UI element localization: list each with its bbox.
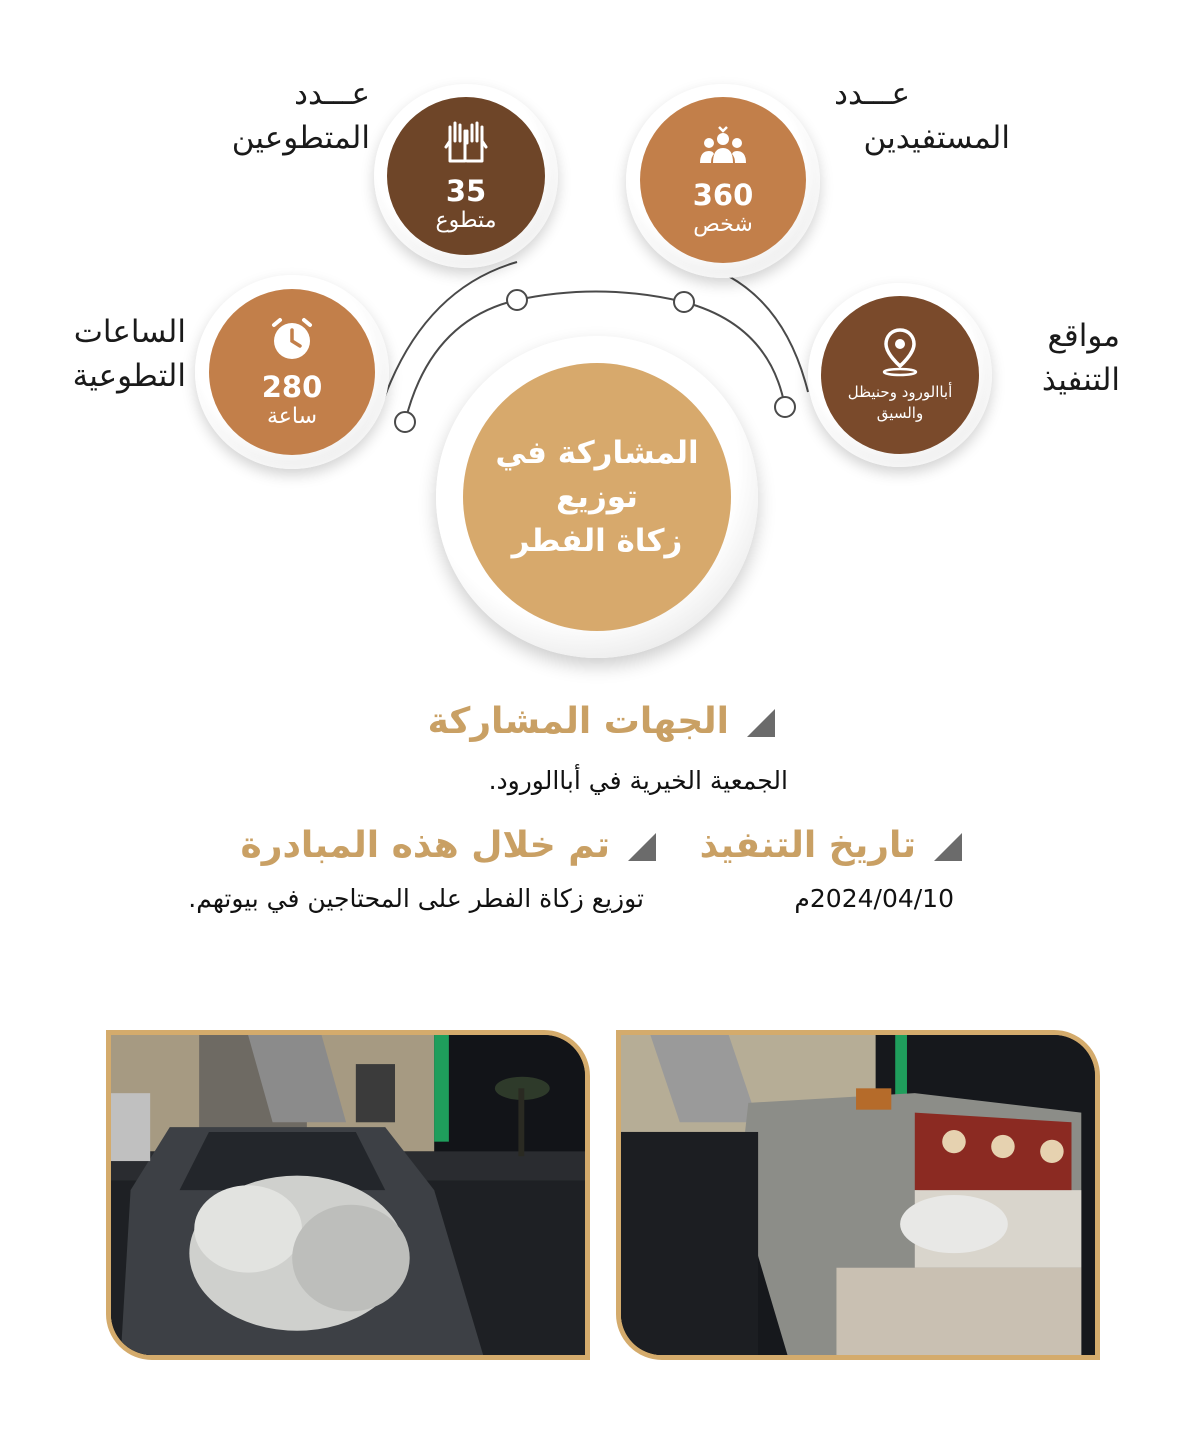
volunteers-value: 35 xyxy=(445,174,487,208)
date-text: 2024/04/10م xyxy=(794,884,954,913)
beneficiaries-value: 360 xyxy=(692,178,754,212)
hours-disc xyxy=(209,289,375,455)
locations-label-line2: التنفيذ xyxy=(1041,362,1120,398)
volunteers-label-line1: عـــدد xyxy=(294,76,370,112)
date-heading xyxy=(700,824,962,868)
triangle-bullet-icon xyxy=(932,831,962,861)
hours-label xyxy=(30,310,186,398)
photo-truck-cargo-bags xyxy=(616,1030,1100,1360)
map-pin-icon xyxy=(874,326,926,378)
locations-value-line1: أباالورود وحنيظل xyxy=(847,383,953,401)
triangle-bullet-icon xyxy=(745,707,775,737)
volunteers-disc xyxy=(387,97,545,255)
center-disc xyxy=(463,363,731,631)
clock-icon xyxy=(266,313,318,365)
locations-label-line1: مواقع xyxy=(1047,318,1120,354)
initiative-text: توزيع زكاة الفطر على المحتاجين في بيوتهم. xyxy=(188,884,644,913)
beneficiaries-label-line2: المستفيدين xyxy=(863,120,1010,156)
center-title-line2: زكاة الفطر xyxy=(511,523,683,559)
volunteers-label xyxy=(204,72,370,160)
people-group-icon xyxy=(697,121,749,173)
beneficiaries-label-line1: عـــدد xyxy=(834,76,910,112)
center-title-line1: المشاركة في توزيع xyxy=(495,435,699,515)
partners-heading-text: الجهات المشاركة xyxy=(427,701,729,742)
connector-node xyxy=(674,292,694,312)
locations-disc xyxy=(821,296,979,454)
volunteers-label-line2: المتطوعين xyxy=(231,120,370,156)
connector-node xyxy=(395,412,415,432)
beneficiaries-label xyxy=(826,72,1010,160)
beneficiaries-unit: شخص xyxy=(693,212,753,237)
locations-value-line2: والسيق xyxy=(876,404,924,422)
beneficiaries-disc xyxy=(640,97,806,263)
connector-node xyxy=(775,397,795,417)
volunteers-unit: متطوع xyxy=(435,208,497,233)
initiative-heading xyxy=(240,824,656,868)
hours-label-line1: الساعات xyxy=(73,314,186,350)
partners-text: الجمعية الخيرية في أباالورود. xyxy=(488,766,788,795)
partners-heading xyxy=(427,700,775,744)
connector-node xyxy=(507,290,527,310)
triangle-bullet-icon xyxy=(626,831,656,861)
photo-pickup-truck-bags xyxy=(106,1030,590,1360)
hours-label-line2: التطوعية xyxy=(72,358,186,394)
hours-unit: ساعة xyxy=(266,404,318,429)
initiative-heading-text: تم خلال هذه المبادرة xyxy=(240,825,610,866)
hours-value: 280 xyxy=(261,370,323,404)
locations-label xyxy=(1010,314,1120,402)
raised-hands-icon xyxy=(440,117,492,169)
date-heading-text: تاريخ التنفيذ xyxy=(699,825,916,866)
